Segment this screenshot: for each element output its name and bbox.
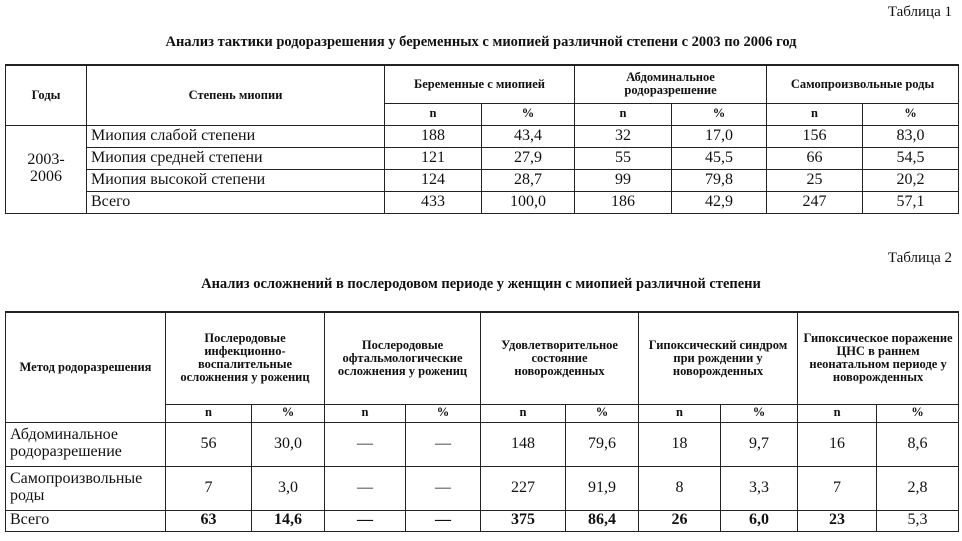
table1 <box>5 64 959 214</box>
t2-cell: 30,0 <box>252 422 325 466</box>
table-row <box>6 466 959 510</box>
t2-cell: — <box>406 510 481 531</box>
t2-cell: 79,6 <box>566 422 639 466</box>
t2-cell: 18 <box>639 422 721 466</box>
t1-cell: 28,7 <box>482 169 575 191</box>
t1-row-label: Миопия средней степени <box>87 147 385 169</box>
t1-header-n: n <box>575 103 672 125</box>
t1-cell: 25 <box>767 169 863 191</box>
t2-header-infect: Послеродовые инфекционно-воспалительные осложнения у рожениц <box>166 312 325 404</box>
t2-cell: 7 <box>798 466 877 510</box>
table2-caption: Анализ осложнений в послеродовом периоде у женщин с миопией различной степени <box>201 276 761 292</box>
t2-cell: 3,0 <box>252 466 325 510</box>
t2-cell: 56 <box>166 422 252 466</box>
t1-header-n: n <box>767 103 863 125</box>
t2-header-pct: % <box>877 404 959 422</box>
t2-cell: — <box>325 510 406 531</box>
t1-row-label: Миопия слабой степени <box>87 125 385 147</box>
t2-cell: 86,4 <box>566 510 639 531</box>
t2-header-satisf: Удовлетворительное состояние новорожденных <box>481 312 639 404</box>
t2-header-method: Метод родоразрешения <box>6 312 166 422</box>
t1-header-n: n <box>385 103 482 125</box>
t2-cell: — <box>406 466 481 510</box>
t2-cell: 26 <box>639 510 721 531</box>
t2-cell: 3,3 <box>721 466 798 510</box>
t1-row-label: Миопия высокой степени <box>87 169 385 191</box>
table-row <box>6 510 959 531</box>
t1-cell: 66 <box>767 147 863 169</box>
t1-cell: 20,2 <box>863 169 959 191</box>
t2-header-cns: Гипоксическое поражение ЦНС в раннем неонатальном периоде у новорожденных <box>798 312 959 404</box>
t2-header-pct: % <box>721 404 798 422</box>
t2-cell: 63 <box>166 510 252 531</box>
t2-cell: 91,9 <box>566 466 639 510</box>
t1-cell: 54,5 <box>863 147 959 169</box>
t1-cell: 124 <box>385 169 482 191</box>
t2-header-pct: % <box>252 404 325 422</box>
t1-cell: 45,5 <box>672 147 767 169</box>
table-row <box>6 422 959 466</box>
t1-header-pct: % <box>672 103 767 125</box>
t1-cell: 55 <box>575 147 672 169</box>
t2-header-hypox: Гипоксический синдром при рождении у новорожденных <box>639 312 798 404</box>
t2-cell: 5,3 <box>877 510 959 531</box>
t2-cell: 23 <box>798 510 877 531</box>
t2-cell: 9,7 <box>721 422 798 466</box>
t1-cell: 79,8 <box>672 169 767 191</box>
t1-header-pct: % <box>863 103 959 125</box>
table1-label: Таблица 1 <box>887 4 952 20</box>
t1-header-spontaneous: Самопроизвольные роды <box>767 65 959 103</box>
t2-header-n: n <box>325 404 406 422</box>
t2-header-pct: % <box>566 404 639 422</box>
table-row <box>6 169 959 191</box>
t2-cell: 7 <box>166 466 252 510</box>
t1-cell: 188 <box>385 125 482 147</box>
t1-header-pregnant: Беременные с миопией <box>385 65 575 103</box>
t2-header-n: n <box>166 404 252 422</box>
t1-cell: 99 <box>575 169 672 191</box>
t2-header-n: n <box>481 404 566 422</box>
t1-header-years: Годы <box>6 65 87 125</box>
t1-cell: 100,0 <box>482 191 575 213</box>
t2-header-n: n <box>798 404 877 422</box>
t1-cell: 27,9 <box>482 147 575 169</box>
t1-cell: 43,4 <box>482 125 575 147</box>
t2-cell: 6,0 <box>721 510 798 531</box>
table2-label: Таблица 2 <box>887 250 952 266</box>
t2-header-ophth: Послеродовые офтальмологические осложнения у рожениц <box>325 312 481 404</box>
t2-cell: 375 <box>481 510 566 531</box>
t2-cell: 227 <box>481 466 566 510</box>
t1-header-pct: % <box>482 103 575 125</box>
t1-cell: 32 <box>575 125 672 147</box>
t2-cell: 16 <box>798 422 877 466</box>
t2-header-n: n <box>639 404 721 422</box>
t1-cell: 186 <box>575 191 672 213</box>
t2-cell: 14,6 <box>252 510 325 531</box>
t2-cell: 8,6 <box>877 422 959 466</box>
t2-cell: 8 <box>639 466 721 510</box>
t1-period: 2003-2006 <box>6 125 87 213</box>
t2-cell: 2,8 <box>877 466 959 510</box>
t1-row-label: Всего <box>87 191 385 213</box>
t2-header-pct: % <box>406 404 481 422</box>
t2-cell: — <box>325 466 406 510</box>
table-row <box>6 147 959 169</box>
t1-header-degree: Степень миопии <box>87 65 385 125</box>
t2-row-label: Всего <box>6 510 166 531</box>
t2-row-label: Самопроизвольные роды <box>6 466 166 510</box>
table1-caption: Анализ тактики родоразрешения у беременных с миопией различной степени с 2003 по 2006 год <box>165 34 797 50</box>
t1-cell: 83,0 <box>863 125 959 147</box>
t2-cell: 148 <box>481 422 566 466</box>
t1-cell: 42,9 <box>672 191 767 213</box>
t1-cell: 156 <box>767 125 863 147</box>
table2 <box>5 311 959 532</box>
t1-cell: 247 <box>767 191 863 213</box>
t2-cell: — <box>406 422 481 466</box>
t2-row-label: Абдоминальное родоразрешение <box>6 422 166 466</box>
t1-header-abdominal: Абдоминальное родоразрешение <box>575 65 767 103</box>
t2-cell: — <box>325 422 406 466</box>
t1-cell: 121 <box>385 147 482 169</box>
t1-cell: 17,0 <box>672 125 767 147</box>
table-row <box>6 191 959 213</box>
table-row <box>6 125 959 147</box>
t1-cell: 57,1 <box>863 191 959 213</box>
t1-cell: 433 <box>385 191 482 213</box>
